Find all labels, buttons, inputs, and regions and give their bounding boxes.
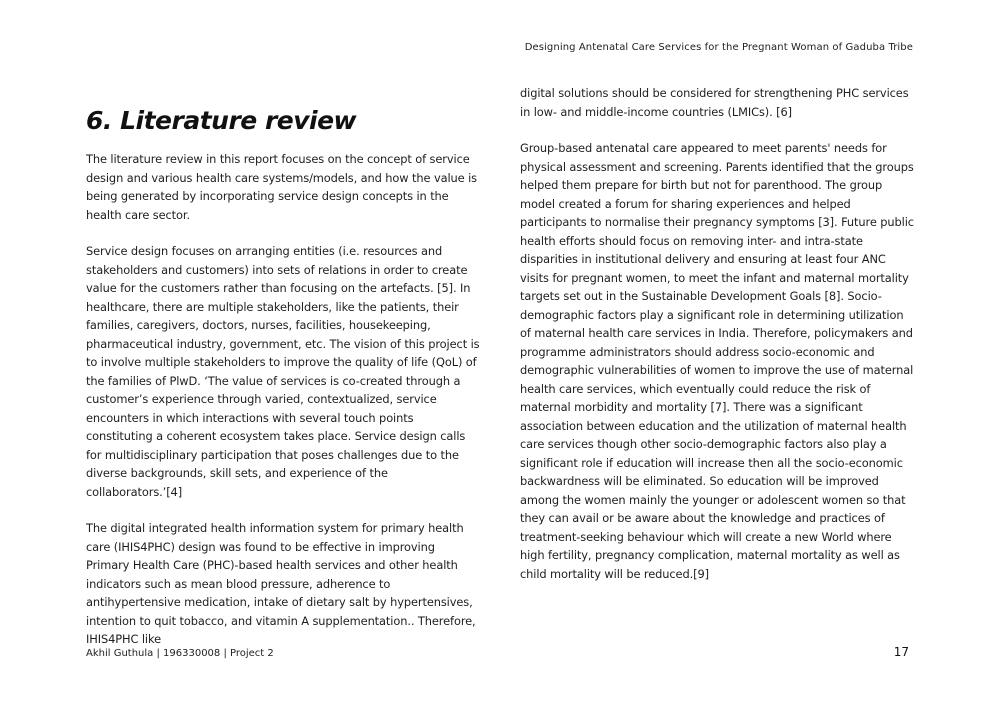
paragraph-service-design: Service design focuses on arranging entities (i.e. resources and stakeholders and customers) into sets of relations in order to create value for the customers rather than focusing on the artefacts. [5]. In healthcare, there are multiple stakeholders, like the patients, their families, caregivers, doctors, nurses, facilities, housekeeping, pharmaceutical industry, government, etc. The vision of this project is to involve multiple stakeholders to improve the quality of life (QoL) of the families of PlwD. ‘The value of services is co-created through a customer’s experience through varied, contextualized, service encounters in which interactions with several touch points constituting a coherent ecosystem takes place. Service design calls for multidisciplinary participation that poses challenges due to the diverse backgrounds, skill sets, and experience of the collaborators.’[4] [86,244,480,499]
paragraph-intro: The literature review in this report focuses on the concept of service design and various health care systems/models, and how the value is being generated by incorporating service design concepts in the health care sector. [86,152,477,222]
left-column [86,106,481,667]
footer-author-info: Akhil Guthula | 196330008 | Project 2 [86,648,274,659]
paragraph-ihis4phc: The digital integrated health information system for primary health care (IHIS4PHC) design was found to be effective in improving Primary Health Care (PHC)-based health services and other health indicators such as mean blood pressure, adherence to antihypertensive medication, intake of dietary salt by hypertensives, intention to quit tobacco, and vitamin A supplementation.. Therefore, IHIS4PHC like [86,521,476,646]
right-column [520,84,915,601]
running-header: Designing Antenatal Care Services for the Pregnant Woman of Gaduba Tribe [524,42,913,53]
paragraph-antenatal-care: Group-based antenatal care appeared to meet parents' needs for physical assessment and screening. Parents identified that the groups helped them prepare for birth but not for parenthood. The group model created a forum for sharing experiences and helped participants to normalise their pregnancy symptoms [3]. Future public health efforts should focus on removing inter- and intra-state disparities in institutional delivery and ensuring at least four ANC visits for pregnant women, to meet the infant and maternal mortality targets set out in the Sustainable Development Goals [8]. Socio-demographic factors play a significant role in determining utilization of maternal health care services in India. Therefore, policymakers and programme administrators should address socio-economic and demographic vulnerabilities of women to improve the use of maternal health care services, which eventually could reduce the risk of maternal morbidity and mortality [7]. There was a significant association between education and the utilization of maternal health care services though other socio-demographic factors also play a significant role if education will increase then all the socio-economic backwardness will be eliminated. So education will be improved among the women mainly the younger or adolescent women so that they can avail or be aware about the knowledge and practices of treatment-seeking behaviour which will create a new World where high fertility, pregnancy complication, maternal mortality as well as child mortality will be reduced.[9] [520,141,914,581]
paragraph-digital-solutions: digital solutions should be considered for strengthening PHC services in low- and middle-income countries (LMICs). [6] [520,86,909,119]
page-number: 17 [893,645,909,659]
section-heading: 6. Literature review [86,106,357,135]
